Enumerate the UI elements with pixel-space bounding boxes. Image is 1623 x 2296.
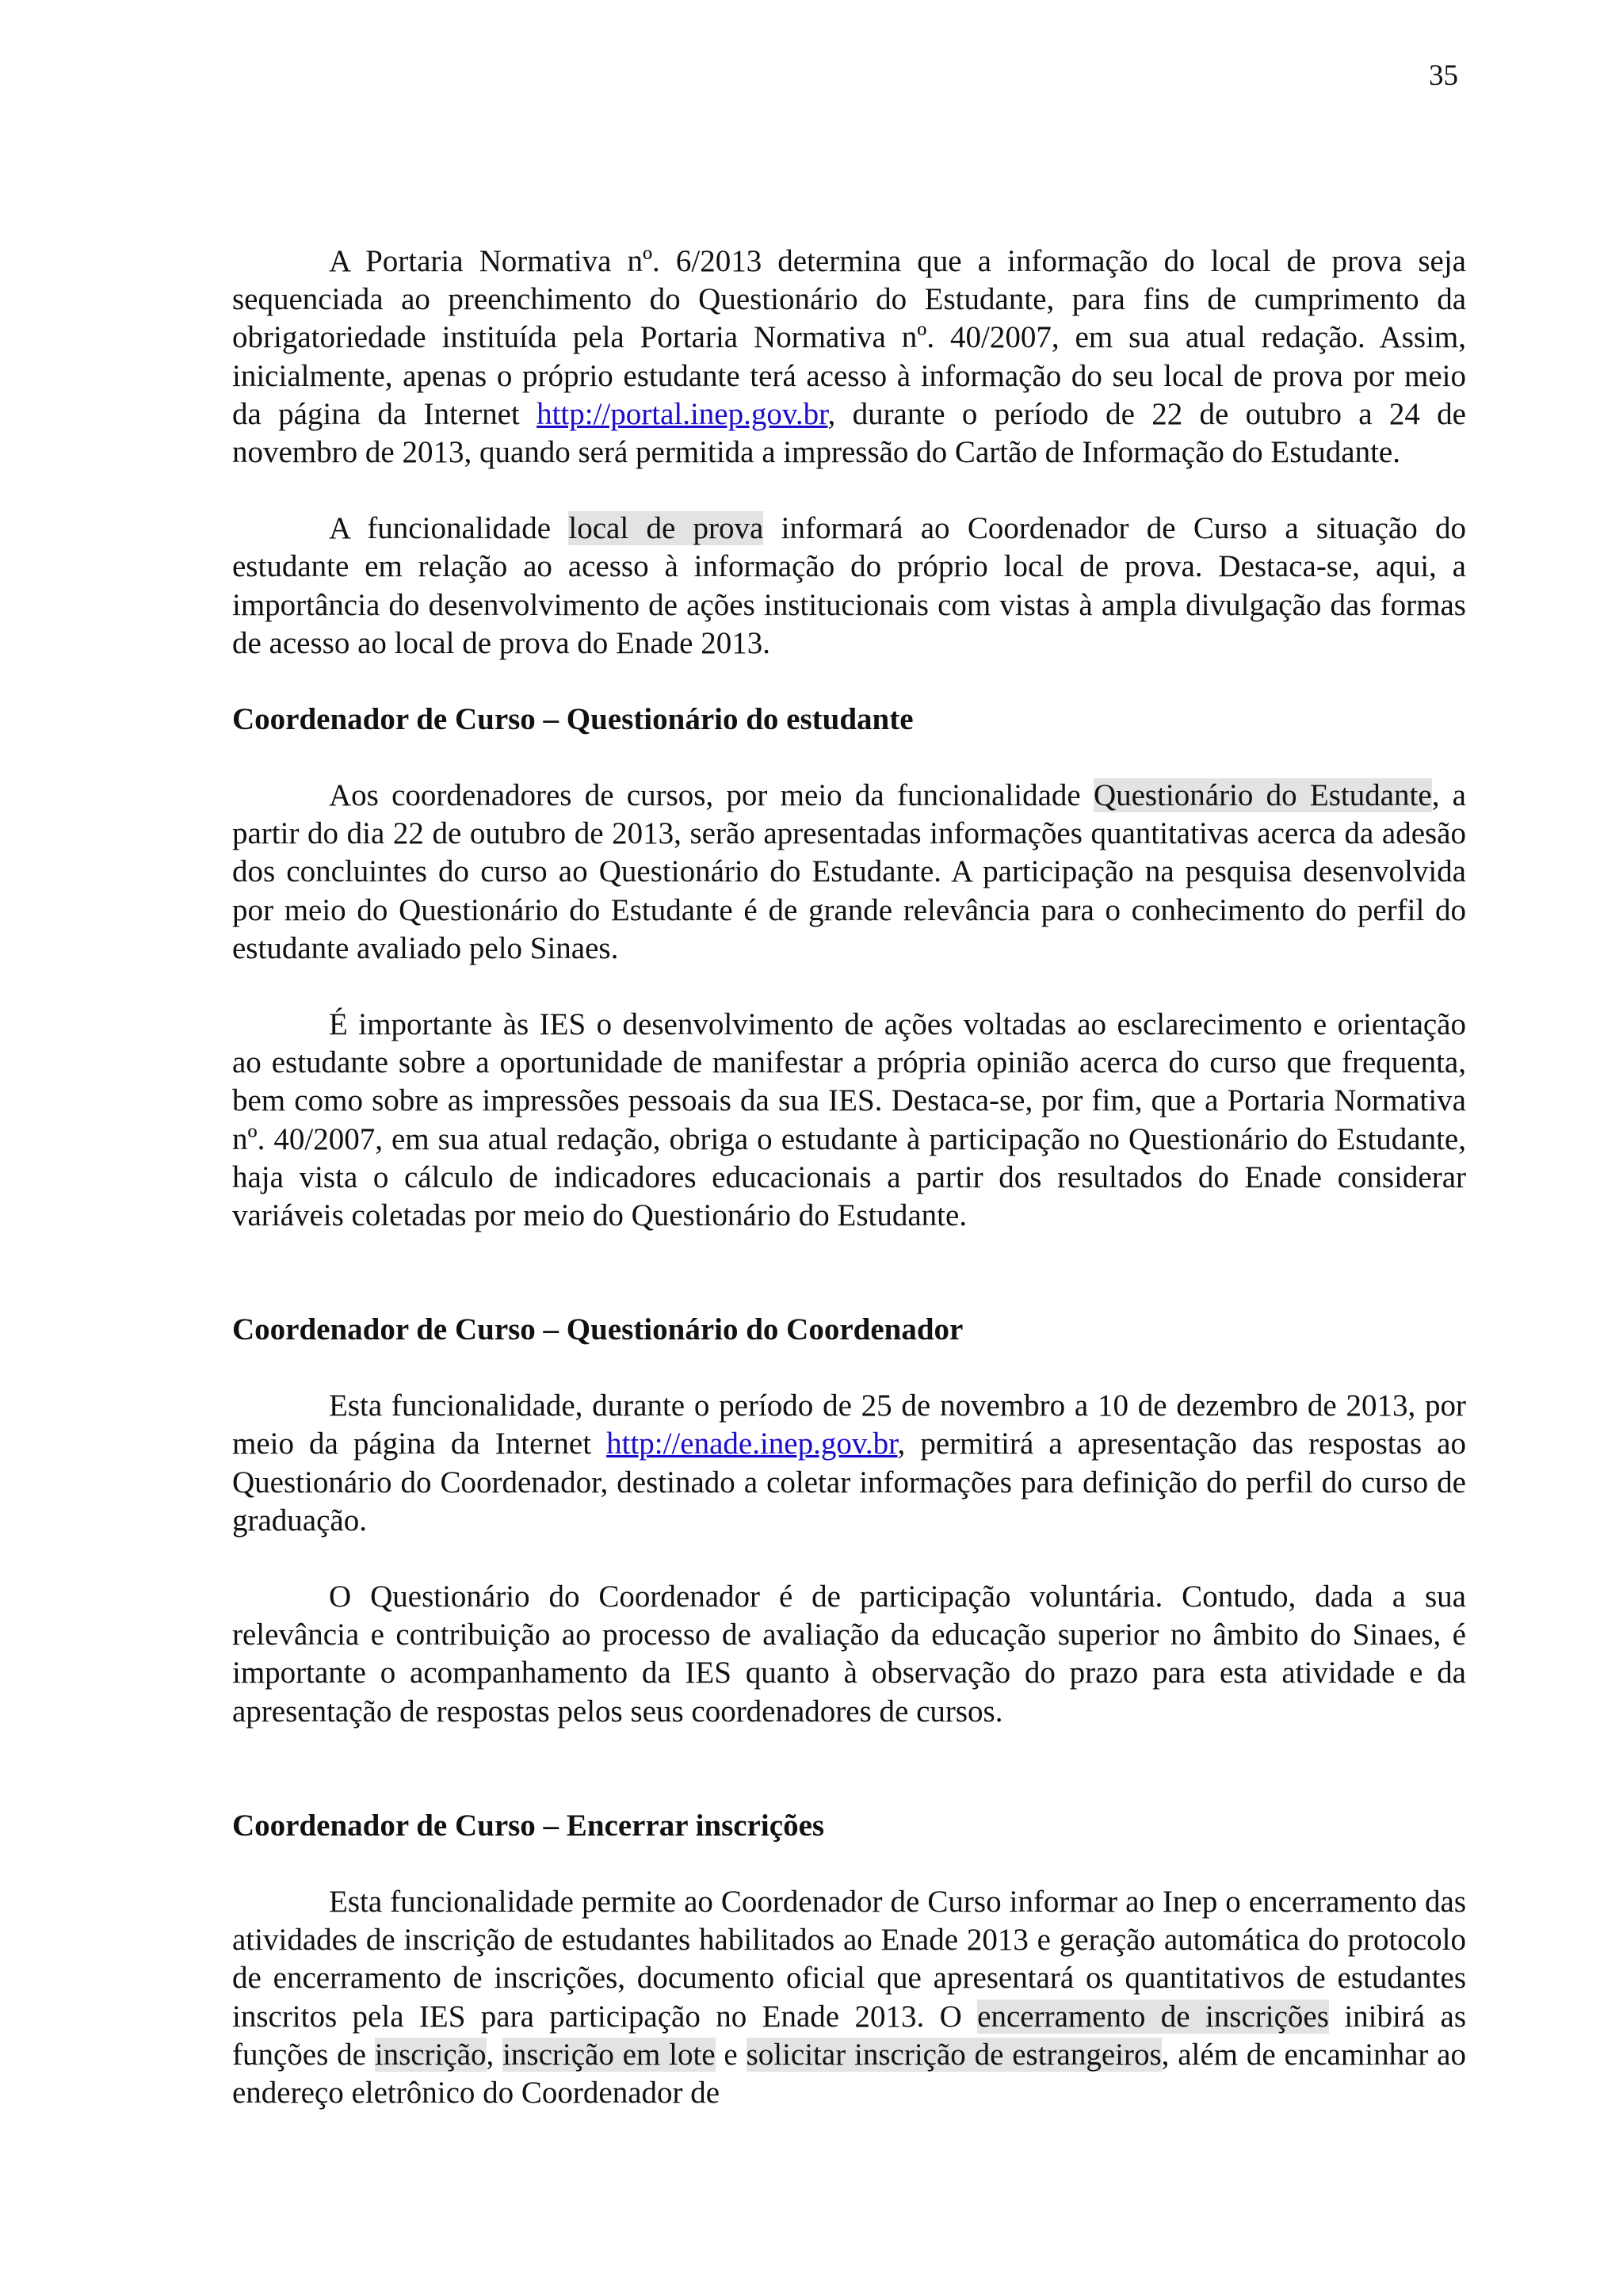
paragraph-encerramento bbox=[232, 1883, 1466, 2112]
highlight-inscricao-estrangeiros: solicitar inscrição de estrangeiros bbox=[746, 2037, 1162, 2072]
paragraph-text: A funcionalidade bbox=[329, 511, 569, 546]
paragraph-text: , permitirá a apresentação das respostas ao Questionário do Coordenador, destinado a coletar informações para definição do perfil do curso de graduação. bbox=[232, 1427, 1466, 1538]
document-body bbox=[232, 243, 1466, 2112]
highlight-local-de-prova: local de prova bbox=[568, 511, 764, 546]
paragraph-text: , além de encaminhar ao endereço eletrônico do Coordenador de bbox=[232, 2037, 1466, 2110]
paragraph-coordenadores bbox=[232, 777, 1466, 968]
paragraph-text: A Portaria Normativa nº. 6/2013 determina que a informação do local de prova seja sequenciada ao preenchimento do Questionário do Estudante, para fins de cumprimento da obrigatoriedade instituída pela Portaria Normativa nº. 40/2007, em sua atual redação. Assim, inicialmente, apenas o próprio estudante terá acesso à informação do seu local de prova por meio da página da Internet bbox=[232, 244, 1466, 431]
paragraph-portaria bbox=[232, 243, 1466, 472]
enade-inep-link[interactable]: http://enade.inep.gov.br bbox=[606, 1427, 898, 1461]
section-heading-questionario-estudante: Coordenador de Curso – Questionário do estudante bbox=[232, 702, 914, 737]
paragraph-voluntaria: O Questionário do Coordenador é de participação voluntária. Contudo, dada a sua relevância e contribuição ao processo de avaliação da educação superior no âmbito do Sinaes, é importante o acompanhamento da IES quanto à observação do prazo para esta atividade e da apresentação de respostas pelos seus coordenadores de cursos. bbox=[232, 1580, 1466, 1729]
paragraph-text: , durante o período de 22 de outubro a 24 de novembro de 2013, quando será permitida a impressão do Cartão de Informação do Estudante. bbox=[232, 396, 1466, 470]
section-heading-questionario-coordenador: Coordenador de Curso – Questionário do Coordenador bbox=[232, 1312, 964, 1347]
paragraph-funcionalidade bbox=[232, 1387, 1466, 1540]
paragraph-text: Esta funcionalidade, durante o período de 25 de novembro a 10 de dezembro de 2013, por meio da página da Internet bbox=[232, 1389, 1466, 1461]
portal-inep-link[interactable]: http://portal.inep.gov.br bbox=[537, 396, 828, 431]
paragraph-text: Aos coordenadores de cursos, por meio da funcionalidade bbox=[329, 778, 1094, 813]
paragraph-local-de-prova bbox=[232, 510, 1466, 663]
paragraph-text: Esta funcionalidade permite ao Coordenador de Curso informar ao Inep o encerramento das atividades de inscrição de estudantes habilitados ao Enade 2013 e geração automática do protocolo de encerramento de inscrições, documento oficial que apresentará os quantitativos de estudantes inscritos pela IES para participação no Enade 2013. O bbox=[232, 1884, 1466, 2034]
highlight-inscricao: inscrição bbox=[374, 2037, 487, 2072]
highlight-questionario-estudante: Questionário do Estudante bbox=[1093, 778, 1432, 813]
page-number: 35 bbox=[1429, 59, 1458, 92]
paragraph-text: inibirá as funções de bbox=[232, 1999, 1467, 2072]
paragraph-text: informará ao Coordenador de Curso a situação do estudante em relação ao acesso à informação do próprio local de prova. Destaca-se, aqui, a importância do desenvolvimento de ações institucionais com vistas à ampla divulgação das formas de acesso ao local de prova do Enade 2013. bbox=[232, 511, 1467, 660]
section-heading-encerrar-inscricoes: Coordenador de Curso – Encerrar inscrições bbox=[232, 1808, 825, 1843]
paragraph-text: , a partir do dia 22 de outubro de 2013, serão apresentadas informações quantitativas acerca da adesão dos concluintes do curso ao Questionário do Estudante. A participação na pesquisa desenvolvida por meio do Questionário do Estudante é de grande relevância para o conhecimento do perfil do estudante avaliado pelo Sinaes. bbox=[232, 778, 1466, 965]
paragraph-ies: É importante às IES o desenvolvimento de ações voltadas ao esclarecimento e orientação ao estudante sobre a oportunidade de manifestar a própria opinião acerca do curso que frequenta, bem como sobre as impressões pessoais da sua IES. Destaca-se, por fim, que a Portaria Normativa nº. 40/2007, em sua atual redação, obriga o estudante à participação no Questionário do Estudante, haja vista o cálculo de indicadores educacionais a partir dos resultados do Enade considerar variáveis coletadas por meio do Questionário do Estudante. bbox=[232, 1007, 1466, 1233]
paragraph-text: e bbox=[715, 2037, 747, 2072]
highlight-inscricao-em-lote: inscrição em lote bbox=[502, 2037, 716, 2072]
highlight-encerramento-inscricoes: encerramento de inscrições bbox=[977, 1999, 1329, 2034]
paragraph-text: , bbox=[486, 2037, 503, 2072]
